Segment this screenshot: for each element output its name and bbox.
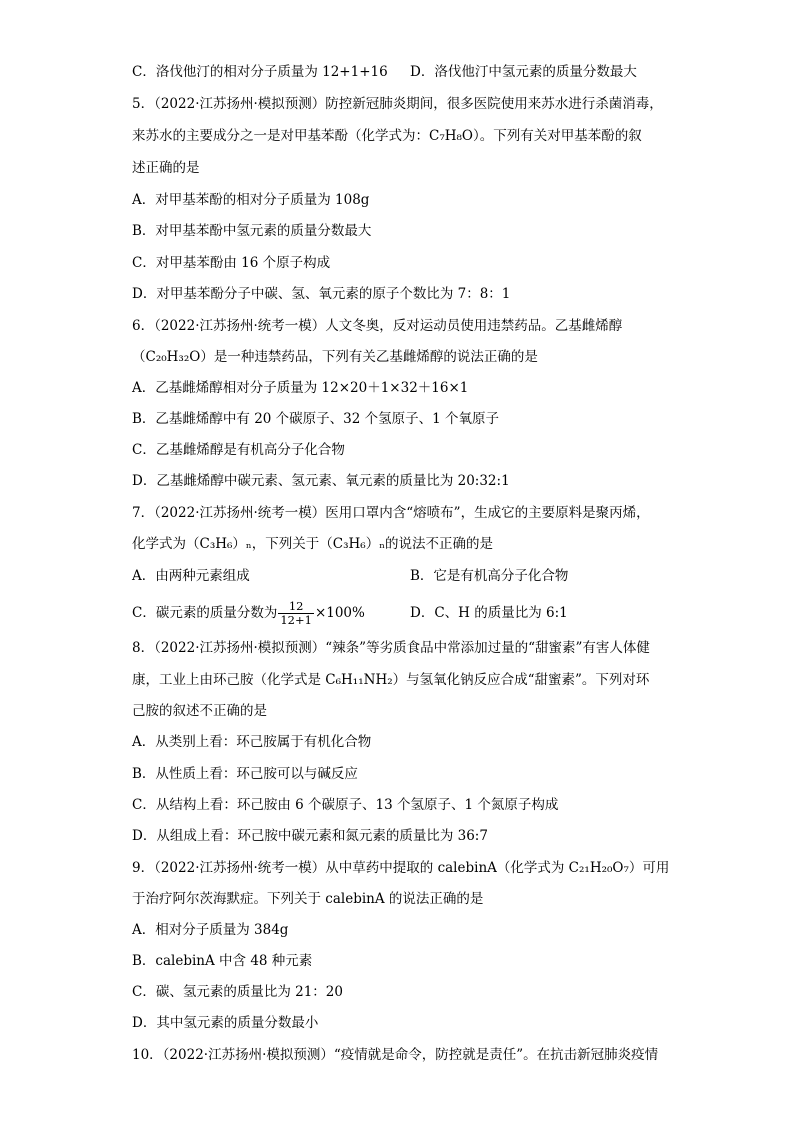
q5-option-d: D．对甲基苯酚分子中碳、氢、氧元素的原子个数比为 7：8：1: [132, 286, 511, 302]
q8-stem-3: 己胺的叙述不正确的是: [132, 703, 267, 719]
q9-option-b: B．calebinA 中含 48 种元素: [132, 953, 313, 969]
q5-option-a: A．对甲基苯酚的相对分子质量为 108g: [132, 192, 370, 208]
q8-option-b: B．从性质上看：环己胺可以与碱反应: [132, 766, 358, 782]
q5-option-b: B．对甲基苯酚中氢元素的质量分数最大: [132, 223, 372, 239]
q7-stem-2: 化学式为（C₃H₆）ₙ，下列关于（C₃H₆）ₙ的说法不正确的是: [132, 536, 494, 552]
q8-option-a: A．从类别上看：环己胺属于有机化合物: [132, 734, 372, 750]
q5-stem-1: 5．（2022·江苏扬州·模拟预测）防控新冠肺炎期间，很多医院使用来苏水进行杀菌消毒，: [132, 96, 663, 112]
q6-option-b: B．乙基雌烯醇中有 20 个碳原子、32 个氢原子、1 个氧原子: [132, 411, 500, 427]
q10-stem-1: 10．（2022·江苏扬州·模拟预测）“疫情就是命令，防控就是责任”。在抗击新冠肺炎疫情: [132, 1047, 659, 1063]
q5-option-c: C．对甲基苯酚由 16 个原子构成: [132, 255, 331, 271]
q9-option-c: C．碳、氢元素的质量比为 21：20: [132, 984, 343, 1000]
q9-option-a: A．相对分子质量为 384g: [132, 922, 289, 938]
q6-option-c: C．乙基雌烯醇是有机高分子化合物: [132, 442, 345, 458]
q6-stem-2: （C₂₀H₃₂O）是一种违禁药品，下列有关乙基雌烯醇的说法正确的是: [132, 349, 538, 365]
q4-option-d: D．洛伐他汀中氢元素的质量分数最大: [410, 64, 637, 80]
q6-option-a: A．乙基雌烯醇相对分子质量为 12×20＋1×32＋16×1: [132, 380, 469, 396]
q4-option-c: C．洛伐他汀的相对分子质量为 12+1+16: [132, 64, 388, 80]
fraction-denominator: 12+1: [280, 613, 312, 627]
q9-option-d: D．其中氢元素的质量分数最小: [132, 1015, 319, 1031]
q7-option-a: A．由两种元素组成: [132, 568, 250, 584]
q8-stem-2: 康，工业上由环己胺（化学式是 C₆H₁₁NH₂）与氢氧化钠反应合成“甜蜜素”。下列对环: [132, 672, 650, 688]
q7-option-d: D．C、H 的质量比为 6:1: [410, 605, 568, 621]
q7-stem-1: 7．（2022·江苏扬州·统考一模）医用口罩内含“熔喷布”，生成它的主要原料是聚丙烯，: [132, 505, 650, 521]
q6-option-d: D．乙基雌烯醇中碳元素、氢元素、氧元素的质量比为 20:32:1: [132, 473, 510, 489]
q9-stem-1: 9．（2022·江苏扬州·统考一模）从中草药中提取的 calebinA（化学式为 C₂₁H₂₀O₇）可用: [132, 860, 670, 876]
q5-stem-3: 述正确的是: [132, 160, 200, 176]
q8-stem-1: 8．（2022·江苏扬州·模拟预测）“辣条”等劣质食品中常添加过量的“甜蜜素”有害人体健: [132, 640, 650, 656]
q7-option-c-suffix: ×100%: [314, 605, 365, 621]
q6-stem-1: 6．（2022·江苏扬州·统考一模）人文冬奥，反对运动员使用违禁药品。乙基雌烯醇: [132, 318, 623, 334]
carbon-fraction: [278, 600, 314, 627]
q7-option-c: [132, 598, 365, 628]
q9-stem-2: 于治疗阿尔茨海默症。下列关于 calebinA 的说法正确的是: [132, 891, 484, 907]
q8-option-d: D．从组成上看：环己胺中碳元素和氮元素的质量比为 36:7: [132, 828, 488, 844]
q7-option-b: B．它是有机高分子化合物: [410, 568, 569, 584]
q7-option-c-text: C．碳元素的质量分数为: [132, 605, 278, 621]
fraction-numerator: 12: [278, 600, 314, 614]
q8-option-c: C．从结构上看：环己胺由 6 个碳原子、13 个氢原子、1 个氮原子构成: [132, 797, 559, 813]
q5-stem-2: 来苏水的主要成分之一是对甲基苯酚（化学式为：C₇H₈O）。下列有关对甲基苯酚的叙: [132, 128, 642, 144]
